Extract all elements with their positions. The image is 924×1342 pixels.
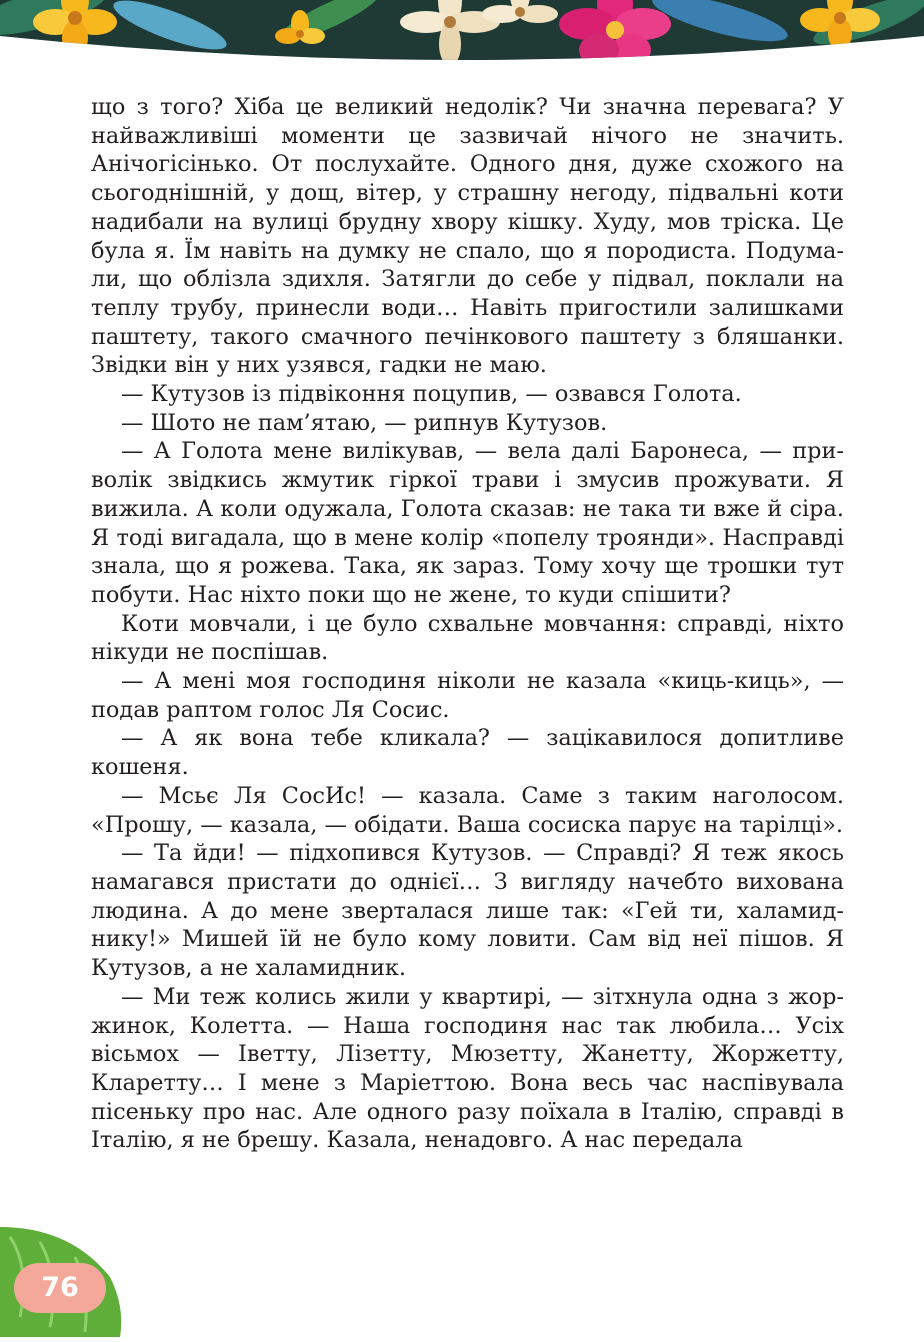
paragraph: що з того? Хіба це великий недолік? Чи значна перевага? У найважливіші моменти це зазвичай нічого не значить. Анічогісінько. От послухайте. Одного дня, дуже схожого на сьогоднішній, у дощ, вітер, у страшну негоду, підвальні коти надибали на вулиці брудну хвору кішку. Худу, мов тріска. Це була я. Їм навіть на думку не спало, що я породиста. Подумали, що облізла здихля. Затягли до себе у підвал, поклали на теплу трубу, принесли води… Навіть пригостили залишками паштету, такого смачного печінкового паштету з бляшанки. Звідки він у них узявся, гадки не маю.	[91, 94, 844, 379]
paragraph: — Шото не пам’ятаю, — рипнув Кутузов.	[121, 409, 608, 436]
paragraph: — Мсьє Ля СосИс! — казала. Саме з таким наголосом. «Прошу, — казала, — обідати. Ваша сосиска парує на тарілці».	[91, 782, 844, 838]
paragraph: — Ми теж колись жили у квартирі, — зітхнула одна з жоржинок, Колетта. — Наша господиня нас так любила… Усіх вісьмох — Іветту, Лізетту, Мюзетту, Жанетту, Жоржетту, Кларетту… І мене з Маріеттою. Вона весь час наспівувала пісеньку про нас. Але одного разу поїхала в Італію, справді в Італію, я не брешу. Казала, ненадовго. А нас передала	[91, 983, 844, 1154]
paragraph: — Кутузов із підвіконня поцупив, — озвався Голота.	[121, 381, 742, 408]
paragraph: — А мені моя господиня ніколи не казала «киць-киць», — подав раптом голос Ля Сосис.	[91, 668, 844, 723]
paragraph: — А Голота мене вилікував, — вела далі Баронеса, — приволік звідкись жмутик гіркої трави і змусив прожувати. Я вижила. А коли одужала, Голота сказав: не така ти вже й сіра. Я тоді вигадала, що в мене колір «попелу троянди». Насправді знала, що я рожева. Така, як зараз. Тому хочу ще трошки тут побути. Нас ніхто поки що не жене, то куди спішити?	[91, 438, 844, 608]
paragraph: Коти мовчали, і це було схвальне мовчання: справді, ніхто нікуди не поспішав.	[91, 610, 844, 666]
paragraph: — Та йди! — підхопився Кутузов. — Справді? Я теж якось намагався пристати до однієї… З вигляду начебто вихована людина. А до мене зверталася лише так: «Гей ти, халамиднику!» Мишей їй не було кому ловити. Сам від неї пішов. Я Кутузов, а не халамидник.	[91, 840, 844, 982]
page-text	[91, 93, 844, 1155]
flowers-banner-icon	[0, 0, 924, 80]
page-number: 76	[14, 1263, 106, 1313]
paragraph: — А як вона тебе кликала? — зацікавилося допитливе кошеня.	[91, 725, 844, 781]
